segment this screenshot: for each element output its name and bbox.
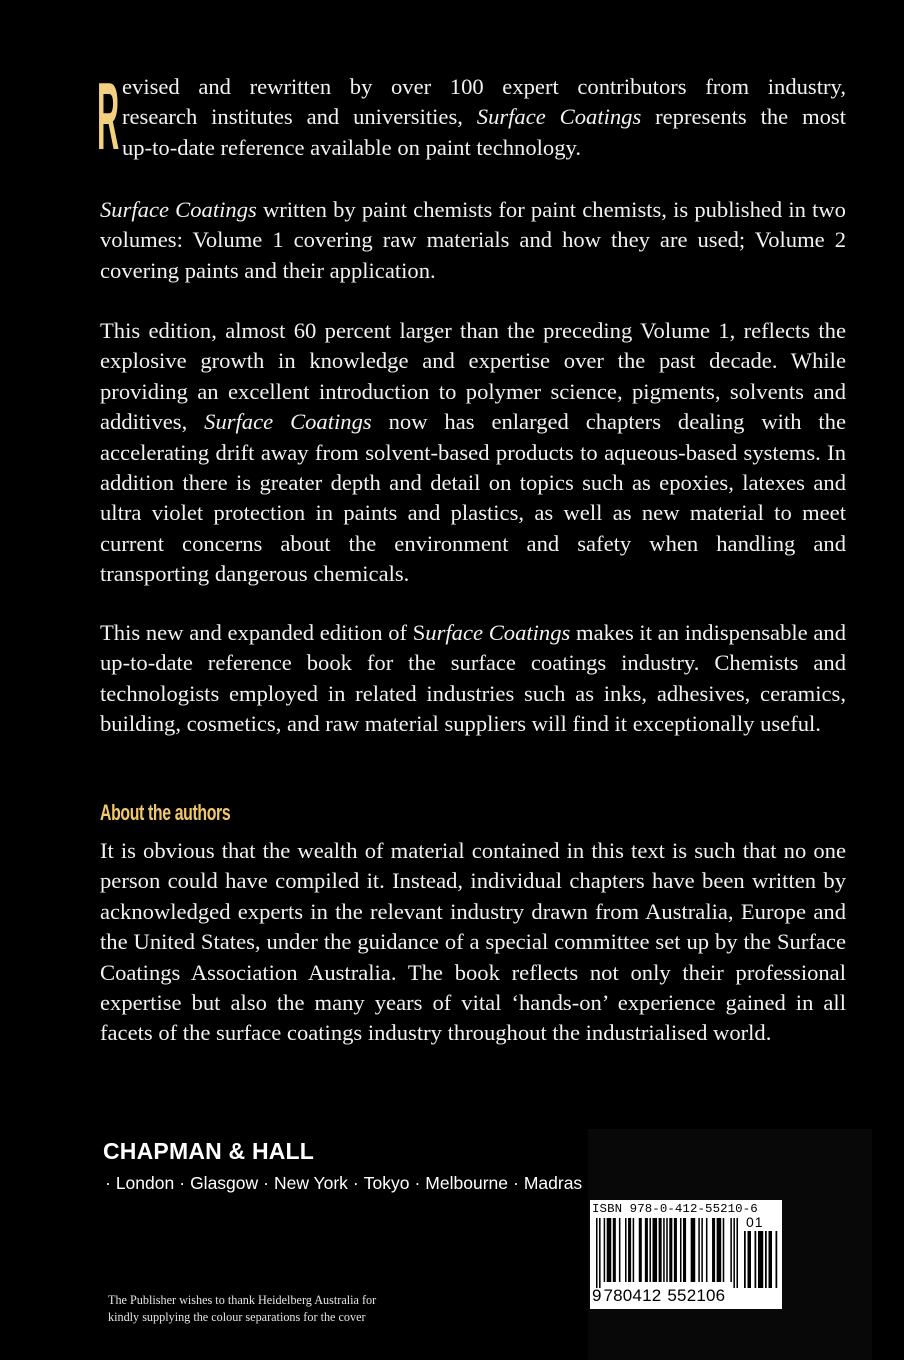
edition-paragraph [100, 316, 846, 590]
barcode-bar [599, 1218, 601, 1288]
city-separator: · [179, 1173, 186, 1193]
city-separator: · [263, 1173, 269, 1193]
barcode-bar [619, 1218, 621, 1282]
barcode-bar [755, 1231, 757, 1288]
intro-line-2 [100, 102, 846, 132]
intro-line-2-end: represents the most [641, 104, 847, 130]
barcode-bar [758, 1231, 763, 1288]
barcode-bar [663, 1218, 665, 1282]
expanded-text-start: This new and expanded edition of S [100, 620, 426, 645]
edition-text-start: This edition, almost 60 percent larger than the preceding Volume 1, reflects the explosive growth in knowledge and expertise over the past decade. While providing an excellent introduction to polymer science, pigments, solvents and additives, [100, 318, 846, 435]
barcode-bar [765, 1231, 767, 1288]
barcode-bar [712, 1218, 715, 1282]
barcode-bar [649, 1218, 651, 1282]
book-title: Surface Coatings [476, 104, 642, 130]
barcode-bar [652, 1218, 657, 1282]
intro-paragraph [97, 63, 847, 170]
barcode-bar [748, 1231, 752, 1288]
barcode-addon-digits: 01 [746, 1214, 764, 1230]
barcode-bar [769, 1231, 773, 1288]
barcode-bar [723, 1218, 725, 1282]
acknowledgement-note [108, 1292, 408, 1326]
city: Tokyo [363, 1173, 410, 1193]
barcode-digits [592, 1286, 725, 1306]
acknowledgement-line-2: kindly supplying the colour separations for the cover [108, 1310, 366, 1324]
barcode-bar [776, 1231, 778, 1288]
publisher-name: CHAPMAN & HALL [103, 1138, 315, 1164]
barcode-bar [730, 1218, 732, 1282]
barcode-bar [717, 1218, 722, 1282]
barcode-bar [613, 1218, 616, 1282]
barcode-bar [674, 1218, 677, 1282]
book-title: urface Coatings [425, 620, 571, 645]
barcode-digit-group-2: 552106 [667, 1286, 726, 1305]
city-separator: · [352, 1173, 359, 1193]
city: Glasgow [190, 1173, 259, 1193]
barcode-lead-digit: 9 [592, 1286, 602, 1305]
barcode-bar [639, 1218, 642, 1282]
barcode-bar [659, 1218, 662, 1282]
city-separator: · [105, 1173, 111, 1193]
volumes-text: written by paint chemists for paint chemists, is published in two volumes: Volume 1 covering raw materials and how they are used; Volume 2 covering paints and their application. [100, 197, 846, 283]
city: New York [273, 1173, 348, 1193]
barcode-bar [604, 1218, 606, 1282]
edition-text-end: now has enlarged chapters dealing with the accelerating drift away from solvent-based products to aqueous-based systems. In addition there is greater depth and detail on topics such as epoxies, latexes and ultra violet protection in paints and plastics, as well as new material to meet current concerns about the environment and safety when handling and transporting dangerous chemicals. [100, 409, 847, 587]
publisher-cities [100, 1173, 582, 1194]
barcode-bar [625, 1218, 627, 1282]
city: Madras [523, 1173, 583, 1193]
city: London [115, 1173, 175, 1193]
book-title: Surface Coatings [204, 409, 372, 435]
about-authors-heading: About the authors [100, 800, 231, 825]
isbn-number: ISBN 978-0-412-55210-6 [592, 1202, 758, 1216]
volumes-paragraph [100, 195, 846, 286]
barcode-bar [698, 1218, 700, 1282]
intro-line-3: up-to-date reference available on paint technology. [122, 134, 581, 160]
barcode-bar [669, 1218, 672, 1282]
intro-line-1: evised and rewritten by over 100 expert contributors from industry, [122, 74, 846, 99]
barcode-bar [633, 1218, 635, 1282]
barcode-bar [691, 1218, 696, 1282]
barcode-bar [680, 1218, 682, 1282]
barcode-bar [733, 1218, 735, 1288]
barcode-bar [736, 1218, 738, 1288]
barcode-digit-group-1: 780412 [603, 1286, 662, 1305]
barcode-bar [628, 1218, 631, 1282]
barcode-bar [683, 1218, 686, 1282]
acknowledgement-line-1: The Publisher wishes to thank Heidelberg Australia for [108, 1293, 377, 1307]
expanded-text-end: makes it an indispensable and up-to-date reference book for the surface coatings industry. Chemists and technologists employed in related industries such as inks, adhesives, ceramics, building, cosmetics, and raw material suppliers will find it exceptionally useful. [100, 620, 846, 737]
about-authors-paragraph: It is obvious that the wealth of material contained in this text is such that no one person could have compiled it. Instead, individual chapters have been written by acknowledged experts in the relevant industry drawn from Australia, Europe and the United States, under the guidance of a special committee set up by the Surface Coatings Association Australia. The book reflects not only their professional expertise but also the many years of vital ‘hands-on’ experience gained in all facets of the surface coatings industry throughout the industrialised world. [100, 838, 846, 1046]
city-separator: · [513, 1173, 519, 1193]
city-separator: · [414, 1173, 421, 1193]
barcode-bar [706, 1218, 708, 1282]
barcode-bar [701, 1218, 703, 1282]
barcode-icon [596, 1218, 738, 1288]
city: Melbourne [425, 1173, 508, 1193]
barcode-bar [607, 1218, 612, 1282]
intro-line-2-start: research institutes and universities, [122, 104, 477, 130]
barcode-bar [666, 1218, 668, 1282]
barcode-bar [596, 1218, 598, 1288]
drop-cap: R [97, 63, 120, 170]
book-title: Surface Coatings [100, 197, 257, 222]
barcode-bar [645, 1218, 648, 1282]
barcode-addon-icon [744, 1231, 779, 1288]
expanded-edition-paragraph [100, 618, 846, 740]
barcode-bar [744, 1231, 746, 1288]
